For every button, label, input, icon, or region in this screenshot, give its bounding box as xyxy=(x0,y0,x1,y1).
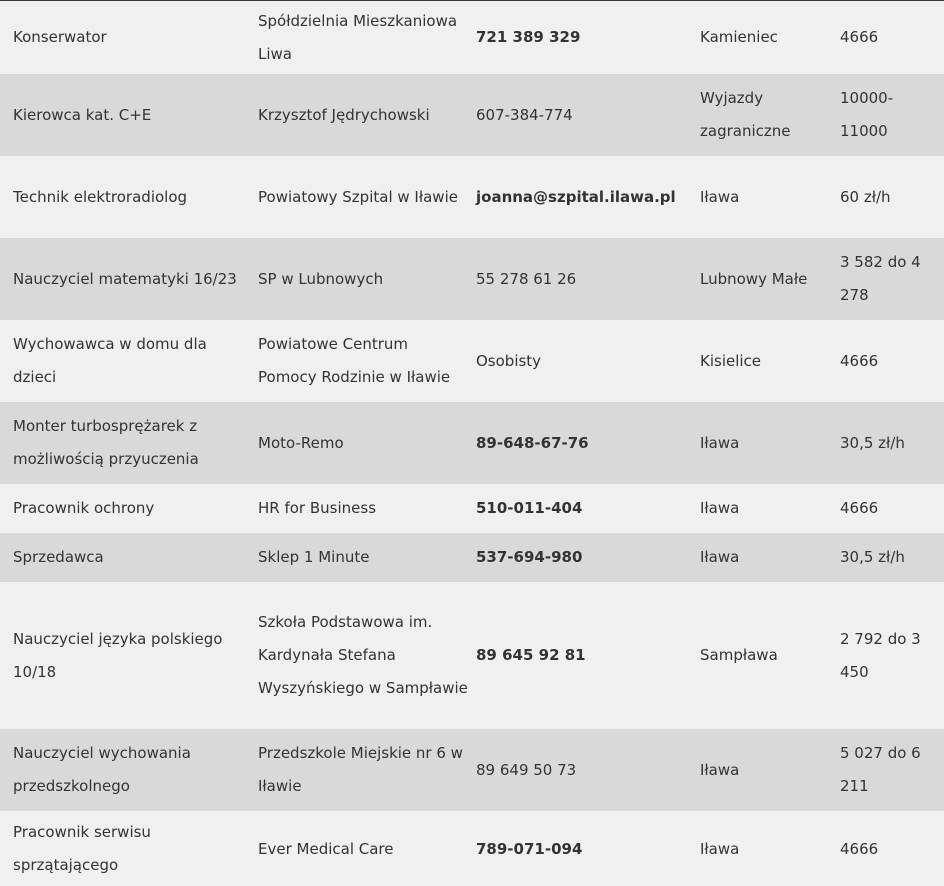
employer-cell: Powiatowy Szpital w Iławie xyxy=(258,187,458,206)
location-cell: Iława xyxy=(700,548,740,566)
employer-cell: Moto-Remo xyxy=(258,433,344,452)
salary-cell: 4666 xyxy=(840,351,879,370)
contact-cell: Osobisty xyxy=(476,351,542,370)
table-row xyxy=(0,729,944,811)
contact-cell: 55 278 61 26 xyxy=(476,269,577,288)
employer-cell: HR for Business xyxy=(258,499,377,517)
location-cell: Kisielice xyxy=(700,351,762,370)
job-position-cell: Technik elektroradiolog xyxy=(13,187,188,206)
job-position-cell: Pracownik ochrony xyxy=(13,499,155,517)
job-position-cell: Nauczyciel języka polskiego 10/18 xyxy=(13,629,223,681)
contact-cell: 607-384-774 xyxy=(476,105,573,124)
salary-cell: 60 zł/h xyxy=(840,187,891,206)
job-position-cell: Nauczyciel matematyki 16/23 xyxy=(13,269,237,288)
employer-cell: Szkoła Podstawowa im. Kardynała Stefana Wyszyńskiego w Sampławie xyxy=(258,613,468,697)
salary-cell: 4666 xyxy=(840,499,879,517)
job-position-cell: Konserwator xyxy=(13,28,107,46)
table-row xyxy=(0,533,944,582)
contact-cell: 89-648-67-76 xyxy=(476,433,589,452)
location-cell: Iława xyxy=(700,433,740,452)
contact-cell: 721 389 329 xyxy=(476,28,581,46)
location-cell: Iława xyxy=(700,760,740,779)
location-cell: Iława xyxy=(700,839,740,858)
employer-cell: Ever Medical Care xyxy=(258,839,394,858)
job-position-cell: Nauczyciel wychowania przedszkolnego xyxy=(13,744,191,795)
employer-cell: Powiatowe Centrum Pomocy Rodzinie w Iławie xyxy=(258,335,451,386)
location-cell: Wyjazdy zagraniczne xyxy=(700,89,791,140)
salary-cell: 4666 xyxy=(840,839,879,858)
salary-cell: 4666 xyxy=(840,28,879,46)
salary-cell: 5 027 do 6 211 xyxy=(840,744,921,795)
employer-cell: Sklep 1 Minute xyxy=(258,548,370,566)
location-cell: Iława xyxy=(700,499,740,517)
job-position-cell: Sprzedawca xyxy=(13,548,104,566)
table-row xyxy=(0,156,944,238)
location-cell: Iława xyxy=(700,187,740,206)
table-row xyxy=(0,1,944,74)
table-row xyxy=(0,74,944,156)
job-offers-table xyxy=(0,1,944,886)
job-position-cell: Kierowca kat. C+E xyxy=(13,105,152,124)
contact-cell: 537-694-980 xyxy=(476,548,583,566)
job-offers-table-body xyxy=(0,1,944,886)
salary-cell: 30,5 zł/h xyxy=(840,433,905,452)
contact-cell: joanna@szpital.ilawa.pl xyxy=(476,187,676,206)
table-row xyxy=(0,811,944,886)
salary-cell: 2 792 do 3 450 xyxy=(840,629,921,681)
job-position-cell: Wychowawca w domu dla dzieci xyxy=(13,335,207,386)
table-row xyxy=(0,320,944,402)
job-position-cell: Monter turbosprężarek z możliwością przyuczenia xyxy=(13,417,199,468)
contact-cell: 89 649 50 73 xyxy=(476,760,577,779)
employer-cell: SP w Lubnowych xyxy=(258,269,384,288)
table-row xyxy=(0,402,944,484)
salary-cell: 3 582 do 4 278 xyxy=(840,253,921,304)
contact-cell: 510-011-404 xyxy=(476,499,583,517)
employer-cell: Krzysztof Jędrychowski xyxy=(258,105,430,124)
location-cell: Sampława xyxy=(700,646,778,664)
job-position-cell: Pracownik serwisu sprzątającego xyxy=(13,823,151,874)
contact-cell: 89 645 92 81 xyxy=(476,646,586,664)
location-cell: Kamieniec xyxy=(700,28,778,46)
contact-cell: 789-071-094 xyxy=(476,839,583,858)
table-row xyxy=(0,484,944,533)
table-row xyxy=(0,582,944,729)
salary-cell: 30,5 zł/h xyxy=(840,548,905,566)
salary-cell: 10000-11000 xyxy=(840,89,894,140)
location-cell: Lubnowy Małe xyxy=(700,269,808,288)
employer-cell: Spółdzielnia Mieszkaniowa Liwa xyxy=(258,11,458,63)
employer-cell: Przedszkole Miejskie nr 6 w Iławie xyxy=(258,744,463,795)
table-row xyxy=(0,238,944,320)
